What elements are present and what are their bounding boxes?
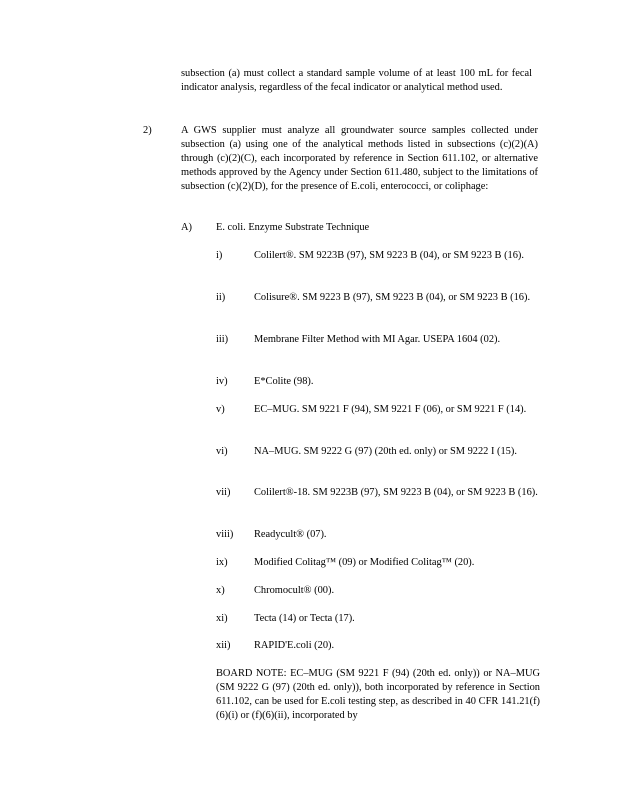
method-text: Modified Colitag™ (09) or Modified Colitag™ (20). (254, 557, 475, 568)
item-2-paragraph: A GWS supplier must analyze all groundwater source samples collected under subsection (a) using one of the analytical methods listed in subsections (c)(2)(A) through (c)(2)(C), each incorporated by reference in Section 611.102, or alternative methods approved by the Agency under Section 611.480, subject to the limitations of subsection (c)(2)(D), for the presence of E.coli, enterococci, or coliphage: (181, 125, 538, 192)
method-number: xi) (216, 613, 228, 624)
method-text: Membrane Filter Method with MI Agar. USEPA 1604 (02). (254, 334, 501, 345)
section-a-heading: E. coli. Enzyme Substrate Technique (216, 222, 370, 233)
method-text: Chromocult® (00). (254, 585, 335, 596)
intro-paragraph: subsection (a) must collect a standard sample volume of at least 100 mL for fecal indicator analysis, regardless of the fecal indicator or analytical method used. (181, 68, 532, 93)
method-number: vi) (216, 446, 228, 457)
method-number: viii) (216, 529, 234, 540)
method-number: ix) (216, 557, 228, 568)
method-text: Colisure®. SM 9223 B (97), SM 9223 B (04), or SM 9223 B (16). (254, 292, 531, 303)
method-number: i) (216, 250, 223, 261)
method-text: NA–MUG. SM 9222 G (97) (20th ed. only) or SM 9222 I (15). (254, 446, 517, 457)
method-text: E*Colite (98). (254, 376, 314, 387)
method-number: x) (216, 585, 225, 596)
item-number-2: 2) (143, 125, 152, 136)
method-text: Readycult® (07). (254, 529, 327, 540)
method-number: ii) (216, 292, 226, 303)
method-text: EC–MUG. SM 9221 F (94), SM 9221 F (06), or SM 9221 F (14). (254, 404, 527, 415)
method-text: RAPID'E.coli (20). (254, 640, 335, 651)
method-number: vii) (216, 487, 231, 498)
method-text: Tecta (14) or Tecta (17). (254, 613, 355, 624)
method-number: v) (216, 404, 225, 415)
method-number: iv) (216, 376, 228, 387)
section-a-label: A) (181, 222, 192, 233)
method-text: Colilert®. SM 9223B (97), SM 9223 B (04), or SM 9223 B (16). (254, 250, 524, 261)
board-note: BOARD NOTE: EC–MUG (SM 9221 F (94) (20th ed. only)) or NA–MUG (SM 9222 G (97) (20th ed. only)), both incorporated by reference in Section 611.102, can be used for E.coli testing step, as described in 40 CFR 141.21(f)(6)(i) or (f)(6)(ii), incorporated by (216, 668, 540, 721)
method-number: xii) (216, 640, 231, 651)
method-number: iii) (216, 334, 229, 345)
method-text: Colilert®-18. SM 9223B (97), SM 9223 B (04), or SM 9223 B (16). (254, 487, 538, 498)
